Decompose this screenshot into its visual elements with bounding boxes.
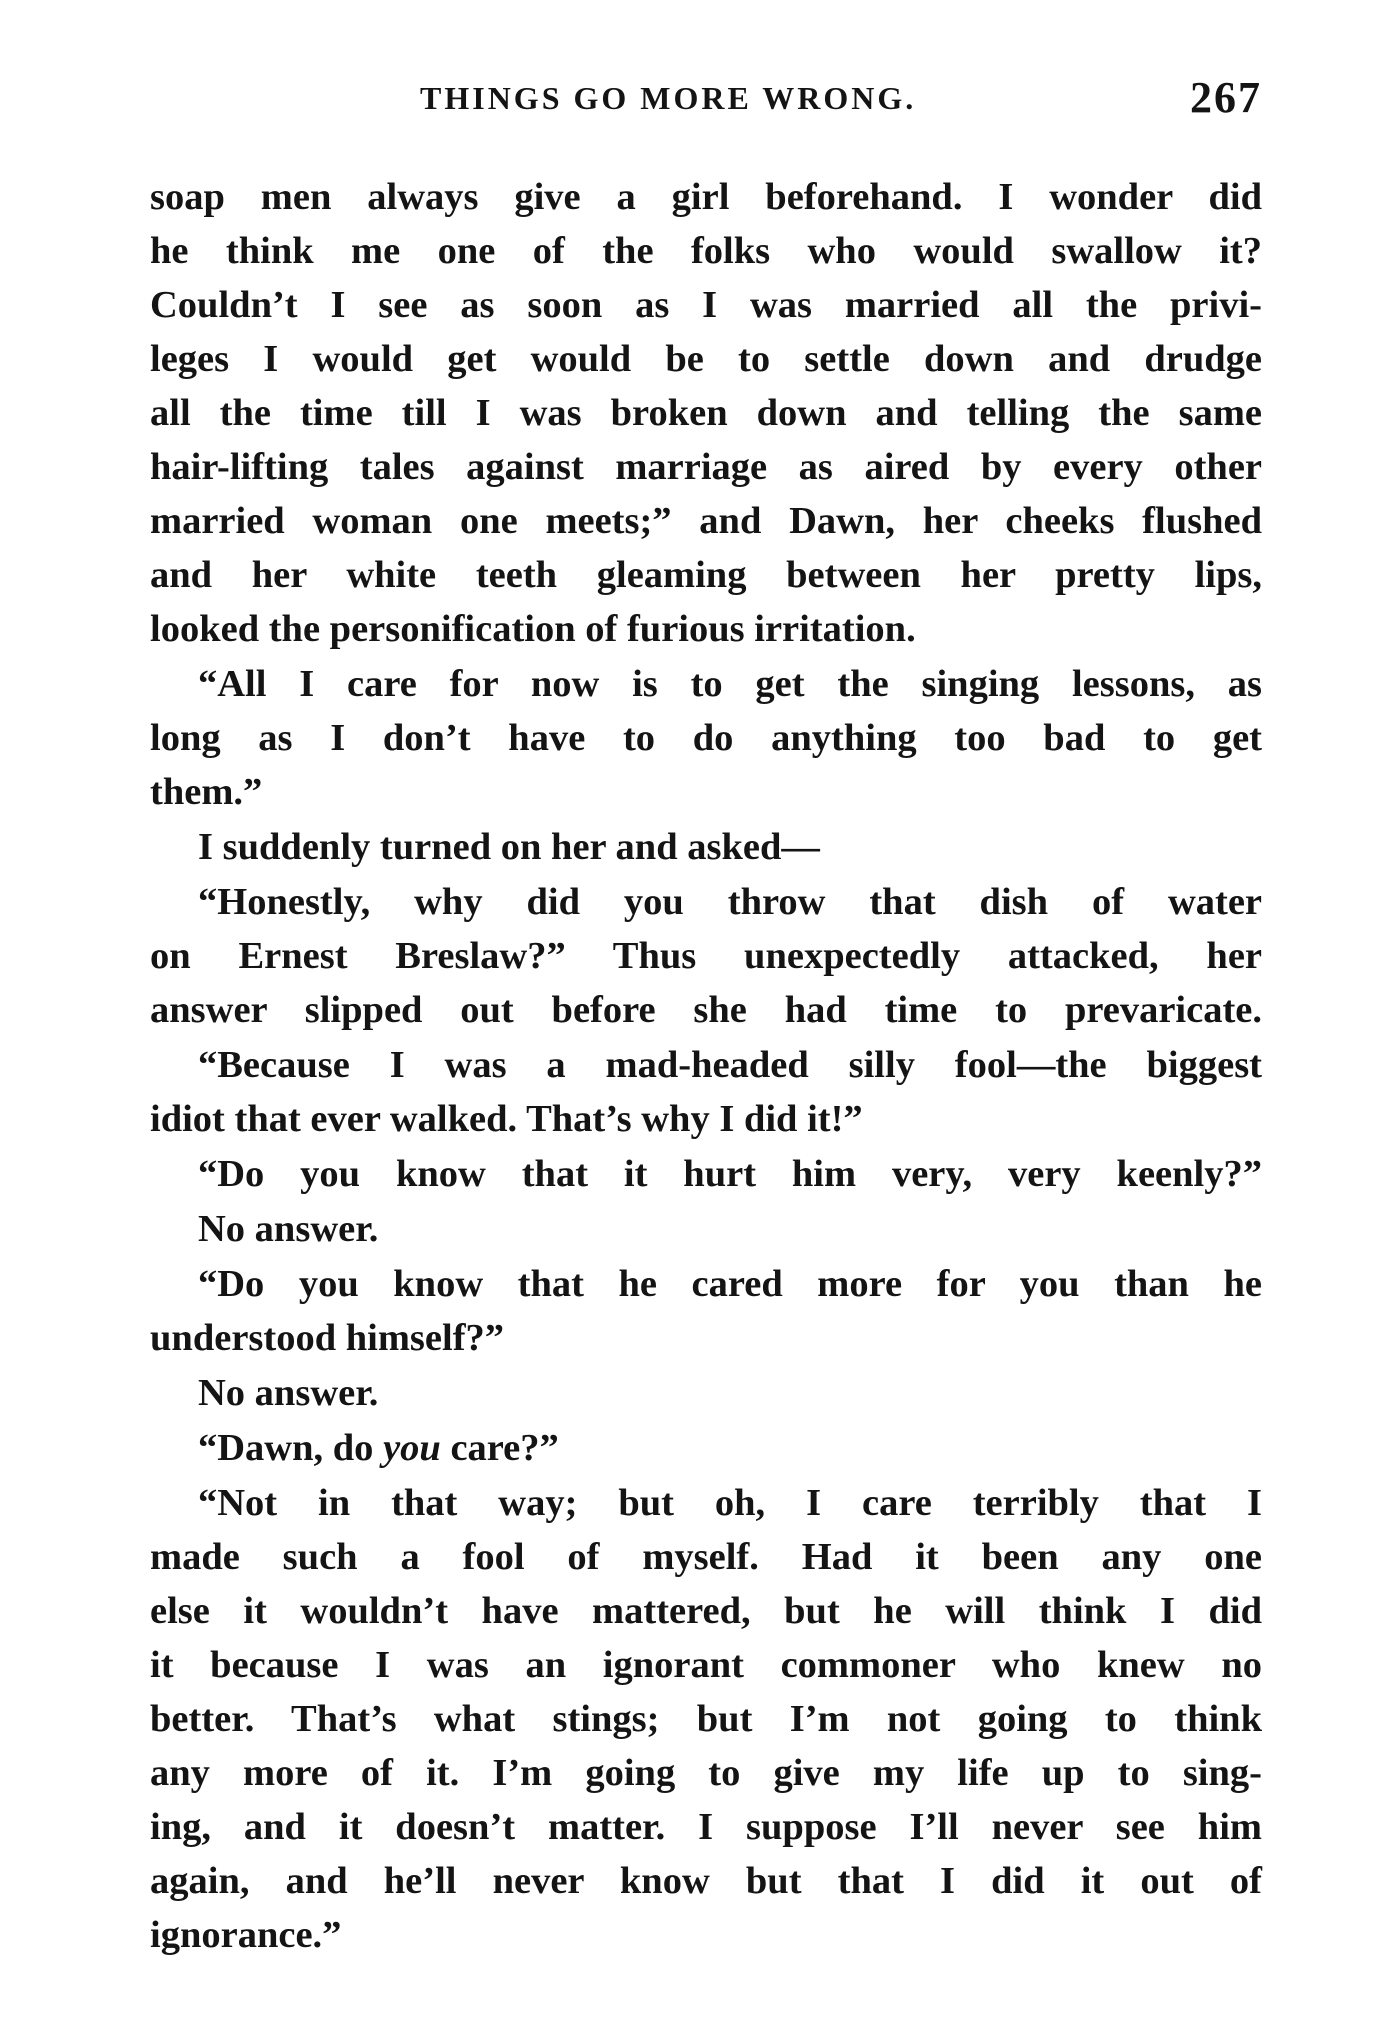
text-line: No answer.	[198, 1372, 379, 1414]
text-line	[150, 1421, 1262, 1475]
text-line: them.”	[150, 771, 263, 813]
text-line: made such a fool of myself. Had it been any one	[150, 1536, 1262, 1578]
text-line: better. That’s what stings; but I’m not going to think	[150, 1698, 1262, 1740]
text-line: ignorance.”	[150, 1914, 342, 1956]
text-line: Couldn’t I see as soon as I was married all the privi-	[150, 284, 1262, 326]
text-line: “Honestly, why did you throw that dish of water	[198, 881, 1262, 923]
text-line: any more of it. I’m going to give my life up to sing-	[150, 1752, 1262, 1794]
text-line: it because I was an ignorant commoner who knew no	[150, 1644, 1262, 1686]
text-run: “Dawn, do	[198, 1427, 384, 1469]
emphasis-text: you	[383, 1427, 441, 1469]
running-head	[150, 72, 1262, 132]
text-run: care?”	[440, 1427, 559, 1469]
text-line: else it wouldn’t have mattered, but he will think I did	[150, 1590, 1262, 1632]
body-text	[150, 170, 1262, 1962]
text-line: married woman one meets;” and Dawn, her cheeks flushed	[150, 500, 1262, 542]
text-line: “All I care for now is to get the singing lessons, as	[198, 663, 1262, 705]
text-line: looked the personification of furious irritation.	[150, 608, 916, 650]
running-title: THINGS GO MORE WRONG.	[420, 80, 917, 116]
text-line: “Do you know that he cared more for you than he	[198, 1263, 1262, 1305]
text-line: understood himself?”	[150, 1317, 505, 1359]
text-line: No answer.	[198, 1208, 379, 1250]
text-line: hair-lifting tales against marriage as aired by every other	[150, 446, 1262, 488]
text-line: and her white teeth gleaming between her pretty lips,	[150, 554, 1262, 596]
text-line: “Do you know that it hurt him very, very keenly?”	[198, 1153, 1262, 1195]
text-line: “Not in that way; but oh, I care terribly that I	[198, 1482, 1262, 1524]
text-line: ing, and it doesn’t matter. I suppose I’ll never see him	[150, 1806, 1262, 1848]
text-line: I suddenly turned on her and asked—	[198, 826, 820, 868]
text-line: soap men always give a girl beforehand. I wonder did	[150, 176, 1262, 218]
text-line: again, and he’ll never know but that I did it out of	[150, 1860, 1262, 1902]
text-line: answer slipped out before she had time to prevaricate.	[150, 989, 1262, 1031]
text-line: on Ernest Breslaw?” Thus unexpectedly attacked, her	[150, 935, 1262, 977]
text-line: idiot that ever walked. That’s why I did it!”	[150, 1098, 863, 1140]
text-line: leges I would get would be to settle down and drudge	[150, 338, 1262, 380]
text-line: he think me one of the folks who would swallow it?	[150, 230, 1262, 272]
text-line: “Because I was a mad-headed silly fool—the biggest	[198, 1044, 1262, 1086]
page-number: 267	[1190, 73, 1262, 122]
text-line: long as I don’t have to do anything too bad to get	[150, 717, 1262, 759]
text-line: all the time till I was broken down and telling the same	[150, 392, 1262, 434]
